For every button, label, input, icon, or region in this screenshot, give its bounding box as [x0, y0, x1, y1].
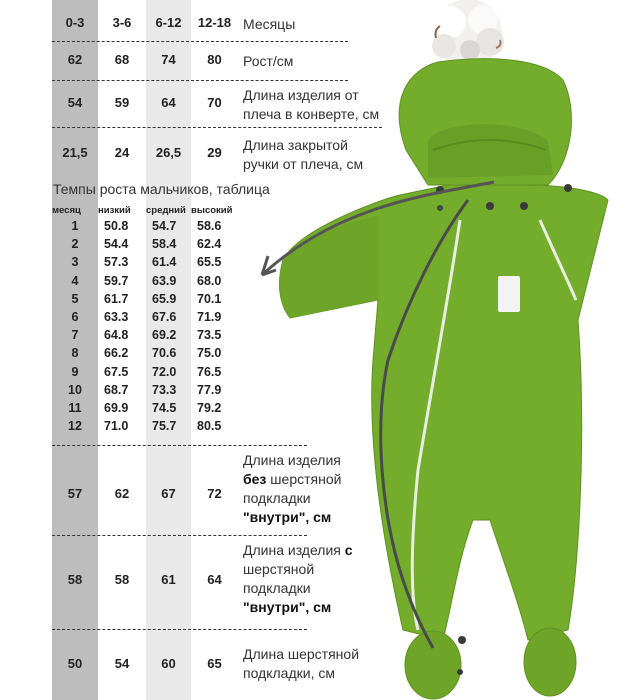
table-cell: 61.7 — [104, 291, 129, 306]
table-cell: 58.4 — [152, 237, 177, 252]
height-cell: 68 — [114, 52, 130, 67]
table-cell: 67.6 — [152, 310, 177, 325]
table-row — [52, 308, 238, 326]
height-cell: 80 — [207, 52, 222, 67]
table-cell: 79.2 — [197, 400, 222, 415]
table-cell: 1 — [71, 219, 79, 234]
table-cell: 75.7 — [152, 419, 177, 434]
months-row — [52, 15, 238, 30]
length-no-wool-cell: 62 — [114, 486, 130, 501]
header-month: месяц — [52, 204, 81, 216]
height-row — [52, 52, 238, 67]
table-cell: 9 — [71, 364, 79, 379]
table-cell: 10 — [68, 382, 82, 397]
brand-label-icon — [498, 276, 520, 312]
height-cell: 62 — [67, 52, 83, 67]
wool-lining-row — [52, 656, 238, 671]
table-cell: 4 — [71, 273, 79, 288]
table-cell: 74.5 — [152, 400, 177, 415]
jumpsuit-illustration — [228, 0, 624, 700]
length-no-wool-cell: 67 — [161, 486, 176, 501]
table-cell: 71.9 — [197, 310, 222, 325]
header-low: низкий — [98, 204, 131, 216]
growth-table-title: Темпы роста мальчиков, таблица — [53, 181, 270, 197]
length-no-wool-cell: 57 — [67, 486, 83, 501]
length-with-wool-cell: 64 — [207, 572, 222, 587]
sleeve-cell: 24 — [114, 145, 130, 160]
table-row — [52, 253, 238, 271]
months-cell: 3-6 — [112, 15, 132, 30]
length-no-wool-cell: 72 — [207, 486, 222, 501]
label-emphasis: " — [243, 599, 250, 615]
table-cell: 57.3 — [104, 255, 129, 270]
table-cell: 50.8 — [104, 219, 129, 234]
sleeve-cell: 29 — [207, 145, 222, 160]
table-cell: 73.3 — [152, 382, 177, 397]
height-label: Рост/см — [243, 53, 294, 69]
table-cell: 72.0 — [152, 364, 177, 379]
table-cell: 2 — [71, 237, 79, 252]
months-cell: 6-12 — [155, 15, 182, 30]
wool-lining-cell: 60 — [161, 656, 176, 671]
table-row — [52, 217, 238, 235]
table-row — [52, 399, 238, 417]
table-cell: 5 — [71, 291, 79, 306]
fur-pompom-icon — [432, 0, 504, 67]
table-cell: 66.2 — [104, 346, 129, 361]
table-cell: 76.5 — [197, 364, 222, 379]
label-text: шерстяной подкладки — [243, 471, 342, 506]
table-cell: 69.2 — [152, 328, 177, 343]
length-no-wool-row — [52, 486, 238, 501]
table-cell: 73.5 — [197, 328, 222, 343]
header-high: высокий — [191, 204, 233, 216]
table-cell: 75.0 — [197, 346, 222, 361]
label-emphasis: " — [243, 509, 250, 525]
table-row — [52, 326, 238, 344]
table-row — [52, 417, 238, 435]
length-with-wool-row — [52, 572, 238, 587]
wool-lining-cell: 54 — [114, 656, 130, 671]
label-text: Длина изделия — [243, 452, 341, 468]
length-envelope-cell: 70 — [207, 95, 222, 110]
table-cell: 62.4 — [197, 237, 222, 252]
wool-lining-cell: 65 — [207, 656, 222, 671]
length-envelope-cell: 59 — [114, 95, 130, 110]
table-cell: 70.1 — [197, 291, 222, 306]
table-cell: 54.4 — [104, 237, 129, 252]
label-emphasis: ", см — [298, 509, 332, 525]
sleeve-label: Длина закрытой ручки от плеча, см — [243, 137, 364, 172]
table-cell: 80.5 — [197, 419, 222, 434]
wool-lining-cell: 50 — [67, 656, 83, 671]
length-with-wool-cell: 58 — [67, 572, 83, 587]
table-cell: 77.9 — [197, 382, 222, 397]
growth-table-header — [52, 203, 238, 217]
label-emphasis: внутри — [249, 599, 299, 615]
length-envelope-cell: 54 — [67, 95, 83, 110]
wool-lining-label: Длина шерстяной подкладки, см — [243, 646, 360, 681]
length-with-wool-cell: 61 — [161, 572, 176, 587]
table-cell: 68.7 — [104, 382, 129, 397]
sleeve-cell: 26,5 — [155, 145, 182, 160]
months-label: Месяцы — [243, 16, 296, 32]
label-text: Длина изделия — [243, 542, 341, 558]
months-cell: 12-18 — [197, 15, 232, 30]
table-row — [52, 235, 238, 253]
table-row — [52, 344, 238, 362]
label-text: шерстяной подкладки — [243, 561, 315, 596]
height-cell: 74 — [161, 52, 176, 67]
table-cell: 69.9 — [104, 400, 129, 415]
table-cell: 58.6 — [197, 219, 222, 234]
length-envelope-label: Длина изделия от плеча в конверте, см — [243, 87, 380, 122]
table-cell: 65.5 — [197, 255, 222, 270]
table-row — [52, 363, 238, 381]
table-cell: 70.6 — [152, 346, 177, 361]
label-emphasis: внутри — [249, 509, 299, 525]
table-cell: 11 — [68, 400, 82, 415]
table-cell: 54.7 — [152, 219, 177, 234]
sleeve-cell: 21,5 — [62, 145, 88, 160]
length-envelope-row — [52, 95, 238, 110]
table-cell: 68.0 — [197, 273, 222, 288]
table-row — [52, 381, 238, 399]
table-cell: 67.5 — [104, 364, 129, 379]
table-cell: 3 — [71, 255, 79, 270]
header-average: средний — [146, 204, 186, 216]
sleeve-row — [52, 145, 238, 160]
table-cell: 59.7 — [104, 273, 129, 288]
table-cell: 61.4 — [152, 255, 177, 270]
table-cell: 65.9 — [152, 291, 177, 306]
table-cell: 8 — [71, 346, 79, 361]
table-cell: 6 — [71, 310, 79, 325]
label-emphasis: без — [243, 471, 267, 487]
months-cell: 0-3 — [65, 15, 85, 30]
table-cell: 7 — [71, 328, 79, 343]
table-cell: 71.0 — [104, 419, 129, 434]
length-envelope-cell: 64 — [161, 95, 176, 110]
table-row — [52, 272, 238, 290]
label-emphasis: ", см — [298, 599, 332, 615]
table-cell: 63.3 — [104, 310, 129, 325]
table-cell: 12 — [68, 419, 82, 434]
growth-table — [52, 203, 238, 435]
table-cell: 63.9 — [152, 273, 177, 288]
table-row — [52, 290, 238, 308]
label-emphasis: с — [344, 542, 353, 558]
length-with-wool-cell: 58 — [114, 572, 130, 587]
table-cell: 64.8 — [104, 328, 129, 343]
